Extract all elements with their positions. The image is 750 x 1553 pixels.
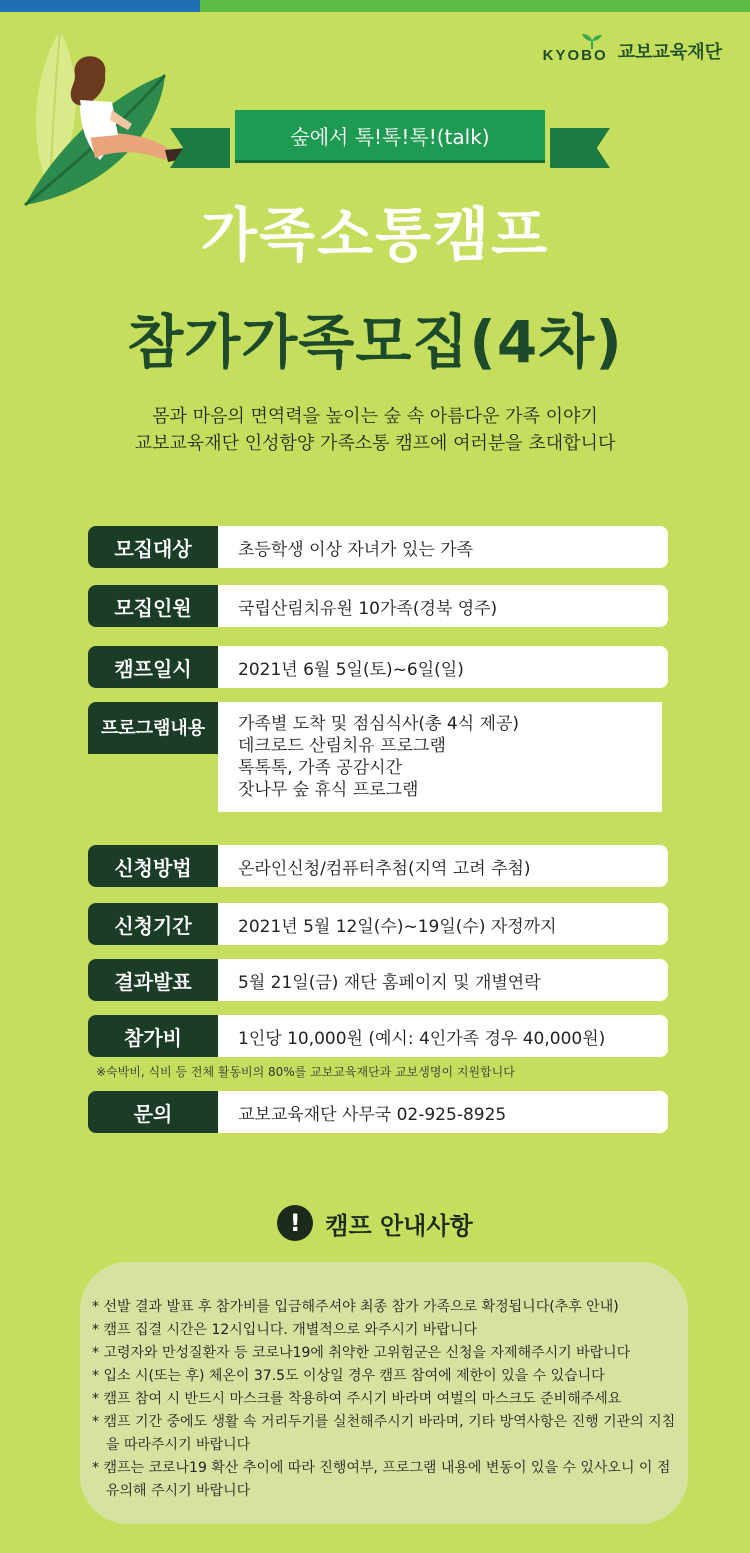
info-row-announcement <box>88 959 668 1001</box>
info-value: 온라인신청/컴퓨터추첨(지역 고려 추첨) <box>218 845 668 887</box>
headline-camp: 가족소통캠프 <box>200 201 550 269</box>
info-label: 문의 <box>88 1091 218 1133</box>
info-row-schedule <box>88 646 668 688</box>
info-value: 2021년 6월 5일(토)~6일(일) <box>218 646 668 688</box>
notice-item: * 캠프는 코로나19 확산 추이에 따라 진행여부, 프로그램 내용에 변동이 있을 수 있사오니 이 점 유의해 주시기 바랍니다 <box>92 1457 682 1503</box>
info-value: 2021년 5월 12일(수)~19일(수) 자정까지 <box>218 903 668 945</box>
title-ribbon <box>195 110 585 170</box>
notice-list <box>92 1296 682 1503</box>
headline-recruitment: 참가가족모집(4차) <box>127 308 623 376</box>
program-item: 잣나무 숲 휴식 프로그램 <box>238 780 419 800</box>
notice-item: * 고령자와 만성질환자 등 코로나19에 취약한 고위험군은 신청을 자제해주시기 바랍니다 <box>92 1342 682 1365</box>
info-label: 모집대상 <box>88 526 218 568</box>
info-label: 캠프일시 <box>88 646 218 688</box>
info-row-period <box>88 903 668 945</box>
program-item: 톡톡톡, 가족 공감시간 <box>238 758 403 778</box>
info-label: 프로그램내용 <box>88 702 218 754</box>
logo-latin: KYOBO <box>543 47 608 64</box>
info-value-program-list <box>218 702 662 812</box>
info-value: 1인당 10,000원 (예시: 4인가족 경우 40,000원) <box>218 1015 668 1057</box>
exclamation-icon: ! <box>277 1205 313 1241</box>
notice-item: * 선발 결과 발표 후 참가비를 입금해주셔야 최종 참가 가족으로 확정됩니다(추후 안내) <box>92 1296 682 1319</box>
info-row-fee <box>88 1015 668 1057</box>
top-bar-blue-segment <box>0 0 200 12</box>
info-label: 모집인원 <box>88 585 218 627</box>
ribbon-tail-right <box>550 128 610 168</box>
notice-item: * 캠프 참여 시 반드시 마스크를 착용하여 주시기 바라며 여벌의 마스크도 준비해주세요 <box>92 1388 682 1411</box>
info-value: 초등학생 이상 자녀가 있는 가족 <box>218 526 668 568</box>
notice-heading <box>0 1205 750 1241</box>
info-row-capacity <box>88 585 668 627</box>
intro-line: 몸과 마음의 면역력을 높이는 숲 속 아름다운 가족 이야기 <box>152 406 598 427</box>
top-bar-green-segment <box>200 0 750 12</box>
intro-line: 교보교육재단 인성함양 가족소통 캠프에 여러분을 초대합니다 <box>134 433 616 454</box>
ribbon-text: 숲에서 톡!톡!톡!(talk) <box>235 110 545 160</box>
top-color-bar <box>0 0 750 12</box>
info-label: 참가비 <box>88 1015 218 1057</box>
fee-support-note: ※숙박비, 식비 등 전체 활동비의 80%를 교보교육재단과 교보생명이 지원합니다 <box>96 1065 515 1079</box>
program-item: 가족별 도착 및 점심식사(총 4식 제공) <box>238 714 520 734</box>
info-value: 국립산림치유원 10가족(경북 영주) <box>218 585 668 627</box>
notice-title: 캠프 안내사항 <box>325 1211 473 1240</box>
info-row-program <box>88 702 662 812</box>
sprout-icon <box>581 33 603 49</box>
notice-item: * 캠프 집결 시간은 12시입니다. 개별적으로 와주시기 바랍니다 <box>92 1319 682 1342</box>
info-label: 신청방법 <box>88 845 218 887</box>
info-label: 신청기간 <box>88 903 218 945</box>
info-value: 교보교육재단 사무국 02-925-8925 <box>218 1091 668 1133</box>
program-item: 데크로드 산림치유 프로그램 <box>238 736 446 756</box>
intro-text <box>0 403 750 457</box>
info-value: 5월 21일(금) 재단 홈페이지 및 개별연락 <box>218 959 668 1001</box>
logo-korean: 교보교육재단 <box>617 42 722 63</box>
info-label: 결과발표 <box>88 959 218 1001</box>
info-row-target <box>88 526 668 568</box>
notice-item: * 캠프 기간 중에도 생활 속 거리두기를 실천해주시기 바라며, 기타 방역사항은 진행 기관의 지침을 따라주시기 바랍니다 <box>92 1411 682 1457</box>
info-row-contact <box>88 1091 668 1133</box>
info-row-method <box>88 845 668 887</box>
notice-item: * 입소 시(또는 후) 체온이 37.5도 이상일 경우 캠프 참여에 제한이 있을 수 있습니다 <box>92 1365 682 1388</box>
kyobo-logo <box>543 38 722 64</box>
